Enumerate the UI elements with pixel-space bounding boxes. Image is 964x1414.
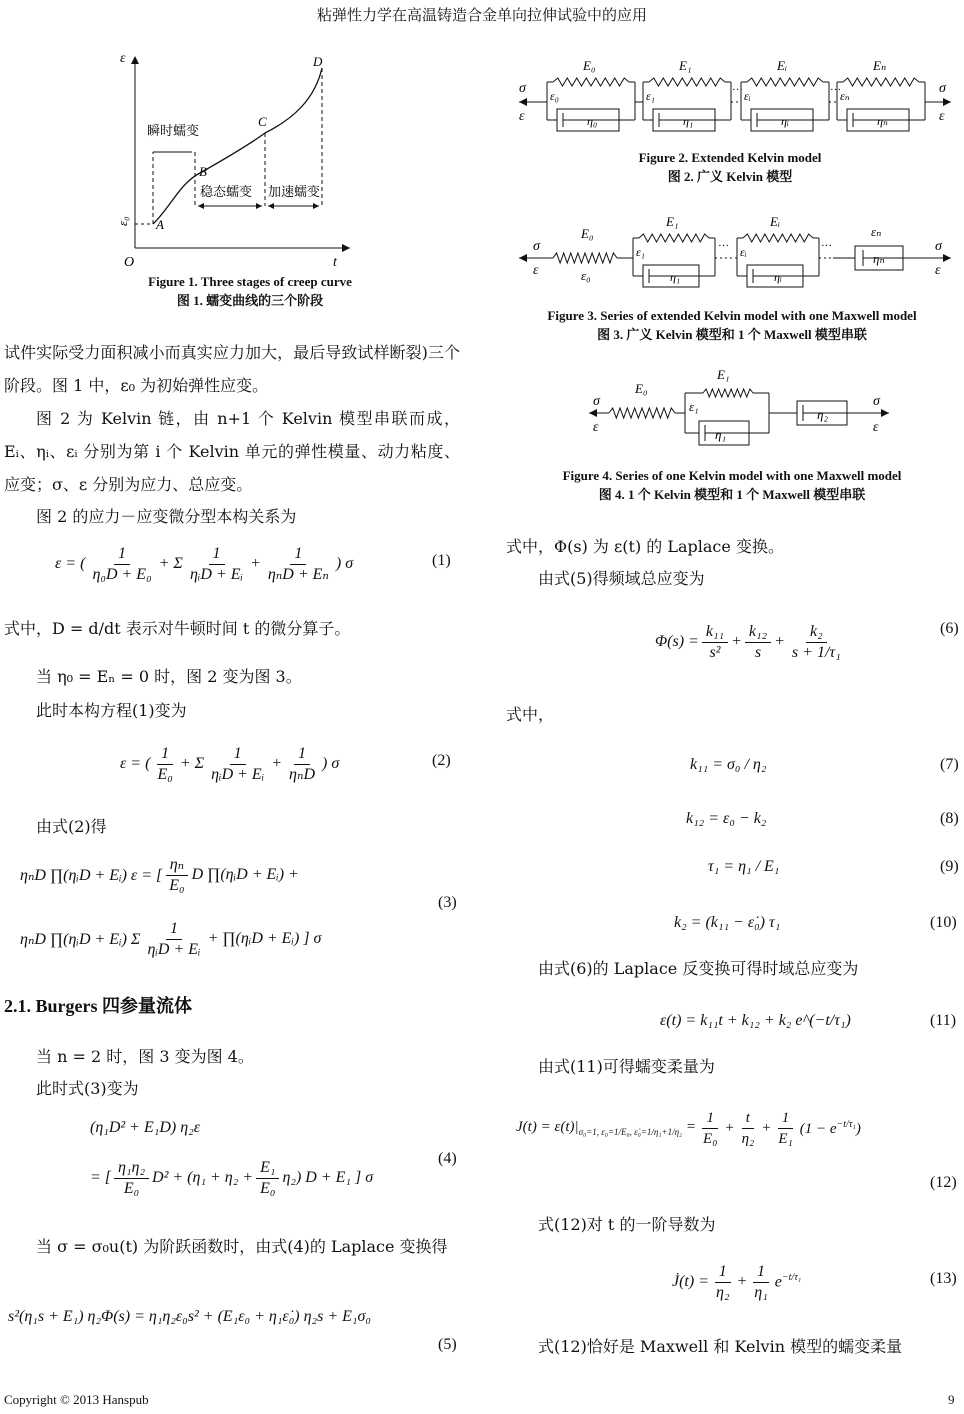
figure4-caption-en: Figure 4. Series of one Kelvin model with one Maxwell model bbox=[562, 468, 902, 483]
equation-11: ε(t) = k₁₁t + k₁₂ + k₂ e^(−t/τ₁) bbox=[660, 1012, 851, 1029]
svg-text:…: … bbox=[732, 81, 743, 93]
sigma-right: σ bbox=[935, 239, 942, 254]
figure1-caption-zh: 图 1. 蠕变曲线的三个阶段 bbox=[176, 293, 324, 308]
left-paragraph-5: 当 η₀ = Eₙ = 0 时，图 2 变为图 3。 bbox=[36, 667, 302, 686]
svg-text:…: … bbox=[821, 237, 832, 249]
dashpot-label: η₁ bbox=[670, 270, 681, 284]
stage3-label: 加速蠕变 bbox=[268, 184, 321, 199]
equation-7: k₁₁ = σ₀ / η₂ bbox=[690, 756, 767, 773]
sigma-right: σ bbox=[873, 394, 880, 409]
sigma-left: σ bbox=[593, 394, 600, 409]
creep-curve bbox=[153, 68, 322, 224]
equation-3-line-2: ηₙD ∏(ηᵢD + Eᵢ) Σ $\frac{1}{\text{ηᵢD + Eᵢ}}$ + ∏(ηᵢD + Eᵢ) ] σ bbox=[20, 919, 322, 958]
equation-2-number: (2) bbox=[432, 752, 451, 769]
stage3-arrow-right bbox=[313, 203, 319, 209]
epsn-label: εₙ bbox=[871, 224, 882, 239]
right-paragraph-4: 由式(6)的 Laplace 反变换可得时域总应变为 bbox=[538, 959, 859, 978]
equation-5-number: (5) bbox=[438, 1336, 457, 1353]
equation-9: τ₁ = η₁ / E₁ bbox=[708, 858, 780, 875]
left-paragraph-10: 当 σ = σ₀u(t) 为阶跃函数时，由式(4)的 Laplace 变换得 bbox=[36, 1237, 448, 1256]
svg-text:…: … bbox=[718, 237, 729, 249]
dashpot-etan-label: ηₙ bbox=[873, 251, 885, 266]
left-paragraph-9: 此时式(3)变为 bbox=[36, 1079, 139, 1098]
equation-13-number: (13) bbox=[930, 1270, 957, 1287]
sigma-right: σ bbox=[939, 81, 946, 96]
equation-4-line-1: (η₁D² + E₁D) η₂ε bbox=[90, 1119, 200, 1136]
eps-label: εᵢ bbox=[744, 89, 751, 103]
kelvin-unit-3 bbox=[837, 58, 925, 131]
right-paragraph-3: 式中， bbox=[506, 705, 555, 724]
left-paragraph-3: 图 2 的应力－应变微分型本构关系为 bbox=[36, 507, 297, 526]
spring-e0 bbox=[553, 253, 617, 263]
equation-12-number: (12) bbox=[930, 1174, 957, 1191]
kelvin-unit-i bbox=[737, 214, 819, 287]
spring-label: E₁ bbox=[679, 58, 692, 73]
spring bbox=[743, 234, 813, 242]
stage1-label: 瞬时蠕变 bbox=[147, 123, 200, 138]
running-header: 粘弹性力学在高温铸造合金单向拉伸试验中的应用 bbox=[316, 6, 647, 24]
dashpot-label: ηᵢ bbox=[774, 270, 782, 284]
figure4-burgers-model bbox=[585, 365, 895, 455]
spring-e1 bbox=[703, 389, 753, 397]
eps-label: εᵢ bbox=[740, 245, 747, 259]
eps-label: ε₀ bbox=[550, 89, 559, 103]
x-axis-label: t bbox=[333, 255, 337, 268]
eps0-label: ε₀ bbox=[581, 268, 591, 283]
spring bbox=[747, 78, 823, 86]
dashpot-label: η₁ bbox=[683, 114, 694, 128]
eps-left: ε bbox=[593, 420, 599, 435]
spring bbox=[639, 234, 709, 242]
eps-label: ε₁ bbox=[646, 89, 655, 103]
spring-label: E₀ bbox=[583, 58, 596, 73]
stage2-label: 稳态蠕变 bbox=[200, 184, 253, 199]
spring-e0-label: E₀ bbox=[635, 381, 648, 396]
spring bbox=[649, 78, 725, 86]
dashpot-label: η₀ bbox=[587, 114, 598, 128]
point-b: B bbox=[199, 164, 207, 179]
dashpot-eta1-label: η₁ bbox=[715, 427, 726, 442]
equation-8: k₁₂ = ε₀ − k₂ bbox=[686, 810, 767, 827]
spring-e0-label: E₀ bbox=[581, 226, 594, 241]
left-arrow bbox=[519, 98, 527, 106]
copyright: Copyright © 2013 Hanspub bbox=[4, 1392, 149, 1407]
eps-right: ε bbox=[873, 420, 879, 435]
figure2-caption-en: Figure 2. Extended Kelvin model bbox=[638, 150, 822, 165]
y-axis-label: ε bbox=[120, 51, 126, 66]
figure4-caption-zh: 图 4. 1 个 Kelvin 模型和 1 个 Maxwell 模型串联 bbox=[598, 487, 866, 502]
right-paragraph-1: 式中，Φ(s) 为 ε(t) 的 Laplace 变换。 bbox=[506, 537, 784, 556]
eps-label: ε₁ bbox=[636, 245, 645, 259]
left-arrow bbox=[589, 409, 597, 417]
x-axis-arrow bbox=[342, 244, 350, 252]
eps-left: ε bbox=[533, 263, 539, 278]
figure2-caption-zh: 图 2. 广义 Kelvin 模型 bbox=[667, 169, 793, 184]
equation-2: ε = ( $\frac{1}{\text{E₀}}$ + Σ $\frac{1}{\text{ηᵢD + Eᵢ}}$ + $\frac{1}{\text{ηₙD}}$ ) σ bbox=[120, 744, 340, 783]
left-paragraph-8: 当 n = 2 时，图 3 变为图 4。 bbox=[36, 1047, 254, 1066]
equation-1-number: (1) bbox=[432, 552, 451, 569]
equation-4-number: (4) bbox=[438, 1150, 457, 1167]
equation-11-number: (11) bbox=[930, 1012, 957, 1029]
equation-9-number: (9) bbox=[940, 858, 959, 875]
kelvin-unit-1 bbox=[633, 214, 715, 287]
equation-6-number: (6) bbox=[940, 620, 959, 637]
spring-label: E₁ bbox=[666, 214, 679, 229]
equation-3-line-1: ηₙD ∏(ηᵢD + Eᵢ) ε = [ $\frac{\text{ηₙ}}{\text{E₀}}$ D ∏(ηᵢD + Eᵢ) + bbox=[20, 855, 299, 894]
right-paragraph-6: 式(12)对 t 的一阶导数为 bbox=[538, 1215, 716, 1234]
right-paragraph-7: 式(12)恰好是 Maxwell 和 Kelvin 模型的蠕变柔量 bbox=[538, 1337, 903, 1356]
origin-label: O bbox=[124, 255, 135, 268]
svg-text:…: … bbox=[830, 81, 841, 93]
sigma-left: σ bbox=[533, 239, 540, 254]
stage3-arrow-left bbox=[268, 203, 274, 209]
dashpot-label: ηᵢ bbox=[781, 114, 789, 128]
equation-1: ε = ( $\frac{1}{\text{η₀D + E₀}}$ + Σ $\frac{1}{\text{ηᵢD + Eᵢ}}$ + $\frac{1}{\text{ηₙD + Eₙ}}$ ) σ bbox=[55, 544, 354, 583]
figure3-kelvin-maxwell-series bbox=[515, 208, 955, 298]
spring bbox=[553, 78, 629, 86]
point-d: D bbox=[313, 54, 323, 69]
left-paragraph-4: 式中，D = d/dt 表示对牛顿时间 t 的微分算子。 bbox=[4, 619, 351, 638]
figure1-creep-curve bbox=[110, 48, 360, 268]
kelvin-unit-0 bbox=[547, 58, 635, 131]
equation-4-line-2: = [ $\frac{\text{η₁η₂}}{\text{E₀}}$ D² + (η₁ + η₂ + $\frac{\text{E₁}}{\text{E₀}}$ η₂) D + E₁ ] σ bbox=[90, 1158, 374, 1197]
equation-6: Φ(s) = $\frac{\text{k₁₁}}{\text{s²}}$ + $\frac{\text{k₁₂}}{s}$ + $\frac{\text{k₂}}{\text{s + 1/τ₁}}$ bbox=[655, 622, 841, 661]
spring-e1-label: E₁ bbox=[717, 367, 730, 382]
right-arrow bbox=[881, 409, 889, 417]
right-paragraph-2: 由式(5)得频域总应变为 bbox=[538, 569, 705, 588]
eps1-label: ε₁ bbox=[689, 399, 699, 414]
equation-8-number: (8) bbox=[940, 810, 959, 827]
equation-7-number: (7) bbox=[940, 756, 959, 773]
section-heading: 2.1. Burgers 四参量流体 bbox=[4, 996, 192, 1016]
figure3-caption-en: Figure 3. Series of extended Kelvin model with one Maxwell model bbox=[547, 308, 917, 323]
figure1-caption-en: Figure 1. Three stages of creep curve bbox=[148, 274, 352, 289]
stage2-arrow-right bbox=[256, 203, 262, 209]
eps0-label: ε₀ bbox=[115, 216, 130, 226]
eps-right: ε bbox=[939, 109, 945, 124]
eps-left: ε bbox=[519, 109, 525, 124]
equation-3-number: (3) bbox=[438, 894, 457, 911]
point-c: C bbox=[258, 114, 267, 129]
left-arrow bbox=[519, 254, 527, 262]
spring-e0 bbox=[609, 408, 675, 418]
stage2-arrow-left bbox=[198, 203, 204, 209]
equation-13: J̇(t) = $\frac{1}{\text{η₂}}$ + $\frac{1}{\text{η₁}}$ $e^{-t/\tau_1}$ bbox=[672, 1262, 802, 1301]
y-axis-arrow bbox=[131, 56, 139, 64]
dashpot-label: ηₙ bbox=[877, 114, 888, 128]
right-arrow bbox=[943, 98, 951, 106]
spring-label: Eₙ bbox=[873, 58, 887, 73]
left-paragraph-2: 图 2 为 Kelvin 链，由 n+1 个 Kelvin 模型串联而成，Eᵢ、ηᵢ、εᵢ 分别为第 i 个 Kelvin 单元的弹性模量、动力粘度、应变；σ、ε 分别为应力、总应变。 bbox=[4, 409, 460, 494]
equation-10: k₂ = (k₁₁ − ε̇₀) τ₁ bbox=[674, 914, 781, 931]
spring-label: Eᵢ bbox=[777, 58, 787, 73]
equation-5: s²(η₁s + E₁) η₂Φ(s) = η₁η₂ε₀s² + (E₁ε₀ + η₁ε̇₀) η₂s + E₁σ₀ bbox=[8, 1308, 371, 1325]
equation-10-number: (10) bbox=[930, 914, 957, 931]
left-paragraph-7: 由式(2)得 bbox=[36, 817, 107, 836]
right-arrow bbox=[943, 254, 951, 262]
page-number: 9 bbox=[948, 1392, 955, 1407]
figure2-extended-kelvin bbox=[515, 52, 955, 142]
figure3-caption-zh: 图 3. 广义 Kelvin 模型和 1 个 Maxwell 模型串联 bbox=[597, 327, 867, 342]
left-paragraph-6: 此时本构方程(1)变为 bbox=[36, 701, 187, 720]
dashpot-eta2-label: η₂ bbox=[817, 407, 828, 422]
spring-label: Eᵢ bbox=[770, 214, 780, 229]
kelvin-unit-1 bbox=[643, 58, 731, 131]
spring bbox=[843, 78, 919, 86]
point-a: A bbox=[156, 217, 164, 232]
left-paragraph-1: 试件实际受力面积减小而真实应力加大，最后导致试样断裂)三个阶段。图 1 中，ε₀ 为初始弹性应变。 bbox=[4, 343, 460, 395]
equation-12: $J(t) = \varepsilon(t)|_{\sigma_0=1, \varepsilon_0=1/E_0, \varepsiloṅ_0=1/\eta_1+1/\eta_2}$ = $\frac{1}{\text{E₀}}$ + $\frac{t}{\text{η₂}}$ + $\frac{1}{\text{E₁}}$ $(1 - e^{-t/\tau_1})$ bbox=[516, 1109, 861, 1147]
right-paragraph-5: 由式(11)可得蠕变柔量为 bbox=[538, 1057, 715, 1076]
sigma-left: σ bbox=[519, 81, 526, 96]
eps-label: εₙ bbox=[840, 89, 850, 103]
eps-right: ε bbox=[935, 263, 941, 278]
kelvin-unit-2 bbox=[741, 58, 829, 131]
